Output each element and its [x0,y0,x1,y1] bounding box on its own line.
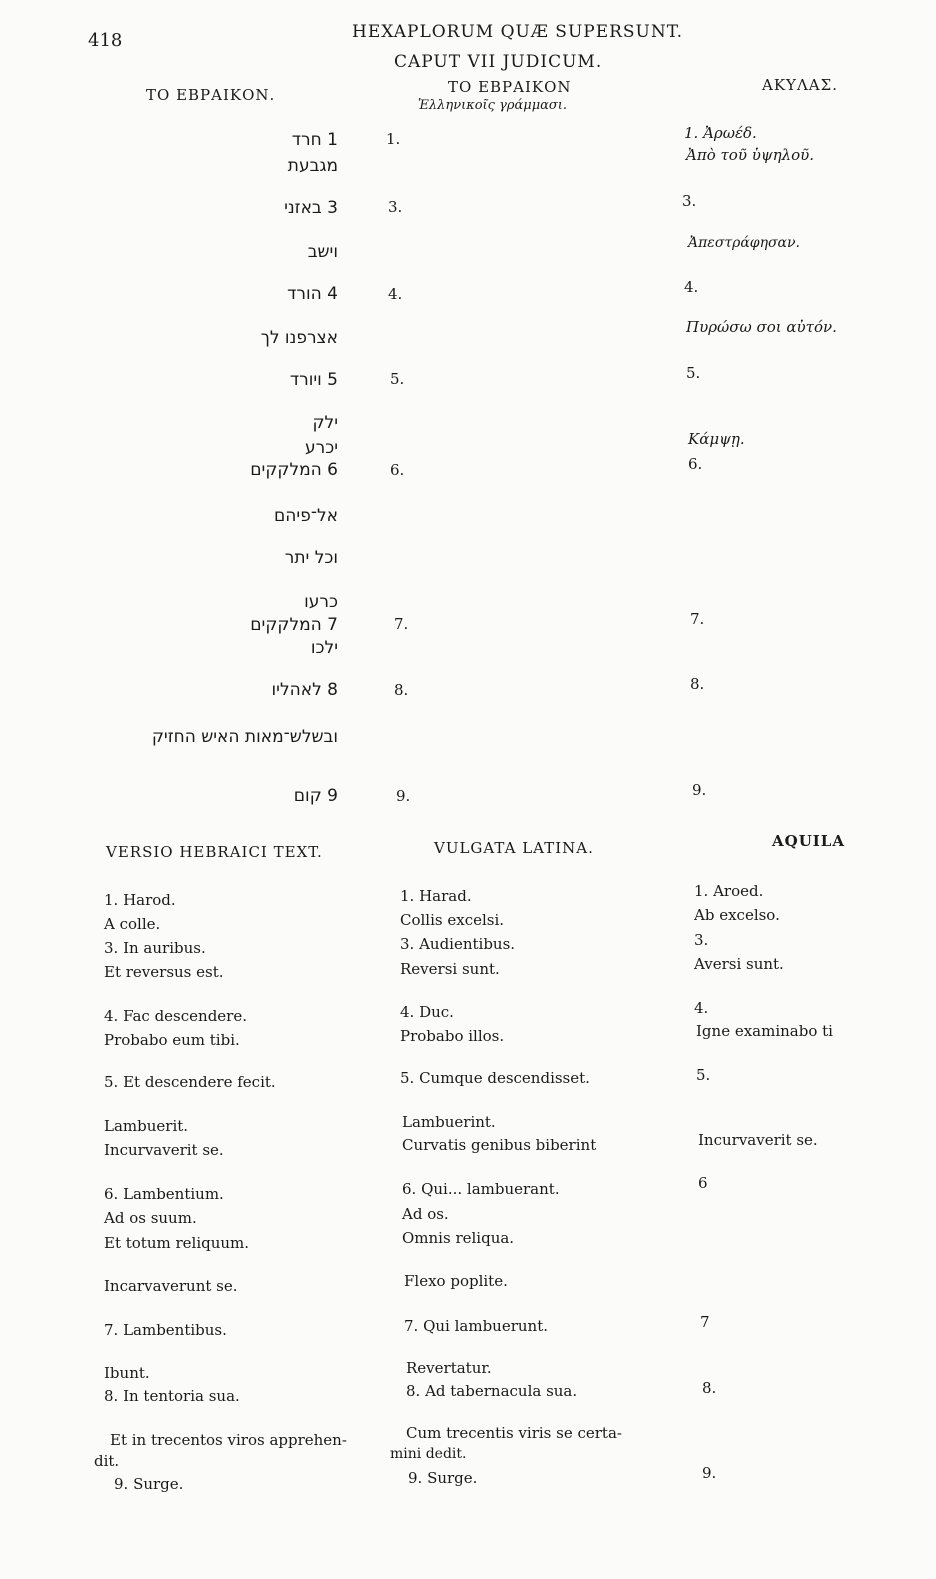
vulgata-line: Ad os. [402,1205,449,1223]
vulgata-line: 9. Surge. [408,1469,478,1487]
greek-line: 9. [692,781,707,799]
versio-line: 5. Et descendere fecit. [104,1073,276,1091]
header-vulgata: VULGATA LATINA. [434,839,594,857]
aquila-latin-line: Incurvaverit se. [698,1131,818,1149]
hebrew-line: 7 המלקקים [250,615,338,635]
greek-line: 1. Ἀρωέδ. [684,124,757,142]
versio-line: Et in trecentos viros apprehen- [110,1431,347,1449]
aquila-latin-line: 3. [694,931,709,949]
greek-line: 8. [690,675,705,693]
vulgata-line: Curvatis genibus biberint [402,1136,597,1154]
aquila-latin-line: 6 [698,1174,708,1192]
versio-line: 8. In tentoria sua. [104,1387,240,1405]
vulgata-line: Cum trecentis viris se certa- [406,1424,622,1442]
verse-number: 6. [390,461,405,479]
hebrew-line: מגבעת [287,156,338,176]
page-number: 418 [88,30,123,51]
aquila-latin-line: Ab excelso. [694,906,780,924]
hebrew-line: 5 ויורד [289,370,338,390]
hebrew-line: 8 לאהליו [271,680,338,700]
verse-number: 3. [388,198,403,216]
aquila-latin-line: 8. [702,1379,717,1397]
versio-line: dit. [94,1452,120,1470]
aquila-latin-line: 1. Aroed. [694,882,764,900]
vulgata-line: Lambuerint. [402,1113,496,1131]
vulgata-line: 8. Ad tabernacula sua. [406,1382,578,1400]
versio-line: Ibunt. [104,1364,150,1382]
versio-line: Et totum reliquum. [104,1234,250,1252]
hebrew-line: כרעו [304,592,338,612]
greek-line: 5. [686,364,701,382]
vulgata-line: Revertatur. [406,1359,492,1377]
greek-line: 3. [682,192,697,210]
versio-line: 3. In auribus. [104,939,206,957]
caput-title: CAPUT VII JUDICUM. [394,52,603,72]
hebrew-line: ובשלש־מאות האיש החזיק [151,727,338,747]
hebrew-line: 4 הורד [287,284,338,304]
greek-line: 6. [688,455,703,473]
greek-line: Κάμψῃ. [688,430,745,448]
greek-line: Ἀπεστράφησαν. [688,235,800,251]
aquila-latin-line: Igne examinabo ti [696,1022,833,1040]
versio-line: 6. Lambentium. [104,1185,224,1203]
versio-line: Et reversus est. [104,963,224,981]
versio-line: 9. Surge. [114,1475,184,1493]
versio-line: Incurvaverit se. [104,1141,224,1159]
hebrew-line: 9 קום [293,786,338,806]
hebrew-line: ילכו [310,638,338,658]
hebrew-line: 3 באזני [284,198,338,218]
hebrew-line: 6 המלקקים [250,460,338,480]
header-aquila-latin: AQUILA [772,832,845,850]
vulgata-line: 1. Harad. [400,887,472,905]
hebrew-line: ילק [312,413,338,433]
verse-number: 5. [390,370,405,388]
hebrew-line: יכרע [304,438,338,458]
vulgata-line: Omnis reliqua. [402,1229,515,1247]
hebrew-line: וישב [307,242,338,262]
versio-line: Ad os suum. [104,1209,197,1227]
vulgata-line: 6. Qui... lambuerant. [402,1180,560,1198]
hebrew-line: אצרפנו לך [260,328,338,348]
header-hebrew-transliteration: ΤΟ ΕΒΡΑΙΚΟΝ [448,78,572,96]
verse-number: 4. [388,285,403,303]
hebrew-line: 1 חרד [291,130,338,150]
vulgata-line: 3. Audientibus. [400,935,516,953]
versio-line: Incarvaverunt se. [104,1277,238,1295]
versio-line: Probabo eum tibi. [104,1031,240,1049]
hebrew-line: אל־פיהם [274,506,338,526]
aquila-latin-line: 9. [702,1464,717,1482]
vulgata-line: Reversi sunt. [400,960,500,978]
verse-number: 1. [386,130,401,148]
header-transliteration-subtitle: Ἑλληνικοῖς γράμμασι. [418,98,568,113]
vulgata-line: mini dedit. [390,1446,467,1462]
greek-line: Πυρώσω σοι αὐτόν. [686,318,837,336]
greek-line: Ἀπὸ τοῦ ὑψηλοῦ. [686,146,814,164]
header-hebrew-text: ΤΟ ΕΒΡΑΙΚΟΝ. [146,86,276,104]
vulgata-line: 7. Qui lambuerunt. [404,1317,548,1335]
vulgata-line: Collis excelsi. [400,911,505,929]
vulgata-line: Probabo illos. [400,1027,505,1045]
vulgata-line: 4. Duc. [400,1003,454,1021]
verse-number: 7. [394,615,409,633]
verse-number: 9. [396,787,411,805]
greek-line: 7. [690,610,705,628]
header-versio: VERSIO HEBRAICI TEXT. [106,843,323,861]
versio-line: Lambuerit. [104,1117,189,1135]
versio-line: A colle. [104,915,161,933]
running-head: HEXAPLORUM QUÆ SUPERSUNT. [352,22,684,42]
versio-line: 1. Harod. [104,891,176,909]
aquila-latin-line: 4. [694,999,709,1017]
aquila-latin-line: Aversi sunt. [694,955,784,973]
aquila-latin-line: 7 [700,1313,710,1331]
greek-line: 4. [684,278,699,296]
aquila-latin-line: 5. [696,1066,711,1084]
vulgata-line: 5. Cumque descendisset. [400,1069,590,1087]
header-aquila-greek: ΑΚΥΛΑΣ. [762,76,838,94]
versio-line: 4. Fac descendere. [104,1007,247,1025]
verse-number: 8. [394,681,409,699]
vulgata-line: Flexo poplite. [404,1272,508,1290]
versio-line: 7. Lambentibus. [104,1321,227,1339]
hebrew-line: וכל יתר [284,548,338,568]
